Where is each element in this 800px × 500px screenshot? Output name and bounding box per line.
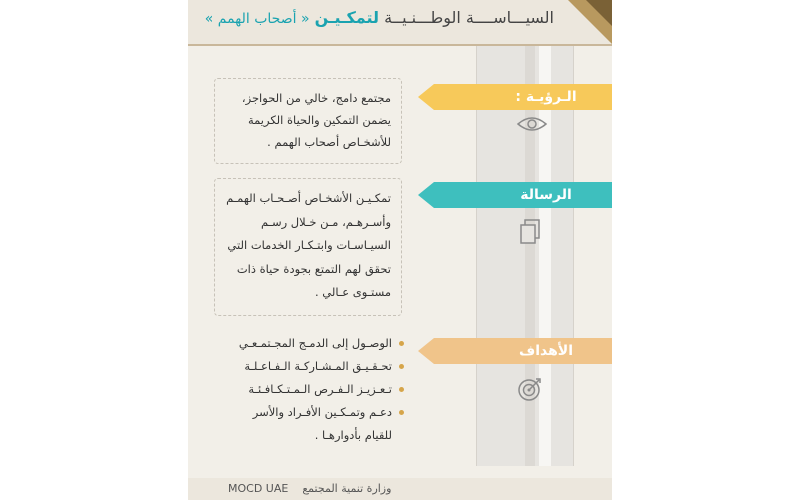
eye-icon — [516, 114, 548, 138]
documents-icon — [518, 218, 542, 250]
vision-tag — [434, 84, 612, 110]
target-icon — [517, 376, 543, 406]
page-title — [205, 8, 554, 27]
mission-tag — [434, 182, 612, 208]
vision-label: الـرؤيـة : — [515, 89, 577, 105]
list-item — [214, 355, 404, 378]
footer-code: MOCD UAE — [228, 482, 289, 495]
list-item — [214, 378, 404, 401]
goal-continuation: للقيام بأدوارهـا . — [314, 428, 392, 442]
list-item — [214, 401, 404, 424]
bullet-dot — [399, 364, 404, 369]
corner-ribbon-dark — [586, 0, 612, 26]
vision-text-box — [214, 78, 402, 164]
mission-label: الرسالة — [520, 187, 572, 203]
list-item — [214, 332, 404, 355]
title-sub: « أصحاب الهمم » — [204, 11, 310, 27]
vision-tag-arrow — [418, 84, 434, 110]
goal-text: تحـقـيـق المـشـاركـة الـفـاعـلـة — [244, 359, 392, 373]
goal-text: تـعـزيـز الـفـرص الـمـتـكـافـئـة — [248, 382, 392, 396]
mission-text-box — [214, 178, 402, 316]
infographic — [188, 0, 612, 500]
bullet-dot — [399, 410, 404, 415]
bullet-dot — [399, 387, 404, 392]
footer-ministry: وزارة تنمية المجتمع — [302, 482, 392, 495]
goals-list — [214, 332, 404, 447]
footer-credit — [228, 482, 391, 495]
bullet-dot — [399, 341, 404, 346]
mission-text: تمكـيـن الأشخـاص أصـحـاب الهمـم وأسـرهـم، مـن خـلال رسـم السيـاسـات وابتـكـار الخدمات التي تحقق لهم التمتع بجودة حياة ذات مستـوى عـالي . — [226, 191, 391, 299]
goals-tag — [434, 338, 612, 364]
mission-tag-arrow — [418, 182, 434, 208]
goal-text: الوصـول إلى الدمـج المجـتمـعـي — [238, 336, 392, 350]
title-highlight: لتمكـيـن — [314, 8, 380, 27]
header-banner — [188, 0, 612, 46]
vision-text: مجتمع دامج، خالي من الحواجز، يضمن التمكين والحياة الكريمة للأشخـاص أصحاب الهمم . — [241, 91, 391, 149]
title-main: السيـــاســــة الوطـــنـيــة — [384, 8, 554, 27]
goals-label: الأهداف — [518, 343, 574, 359]
goals-tag-arrow — [418, 338, 434, 364]
goal-text: دعـم وتمـكـين الأفـراد والأسر — [252, 405, 392, 419]
footer — [188, 478, 612, 500]
